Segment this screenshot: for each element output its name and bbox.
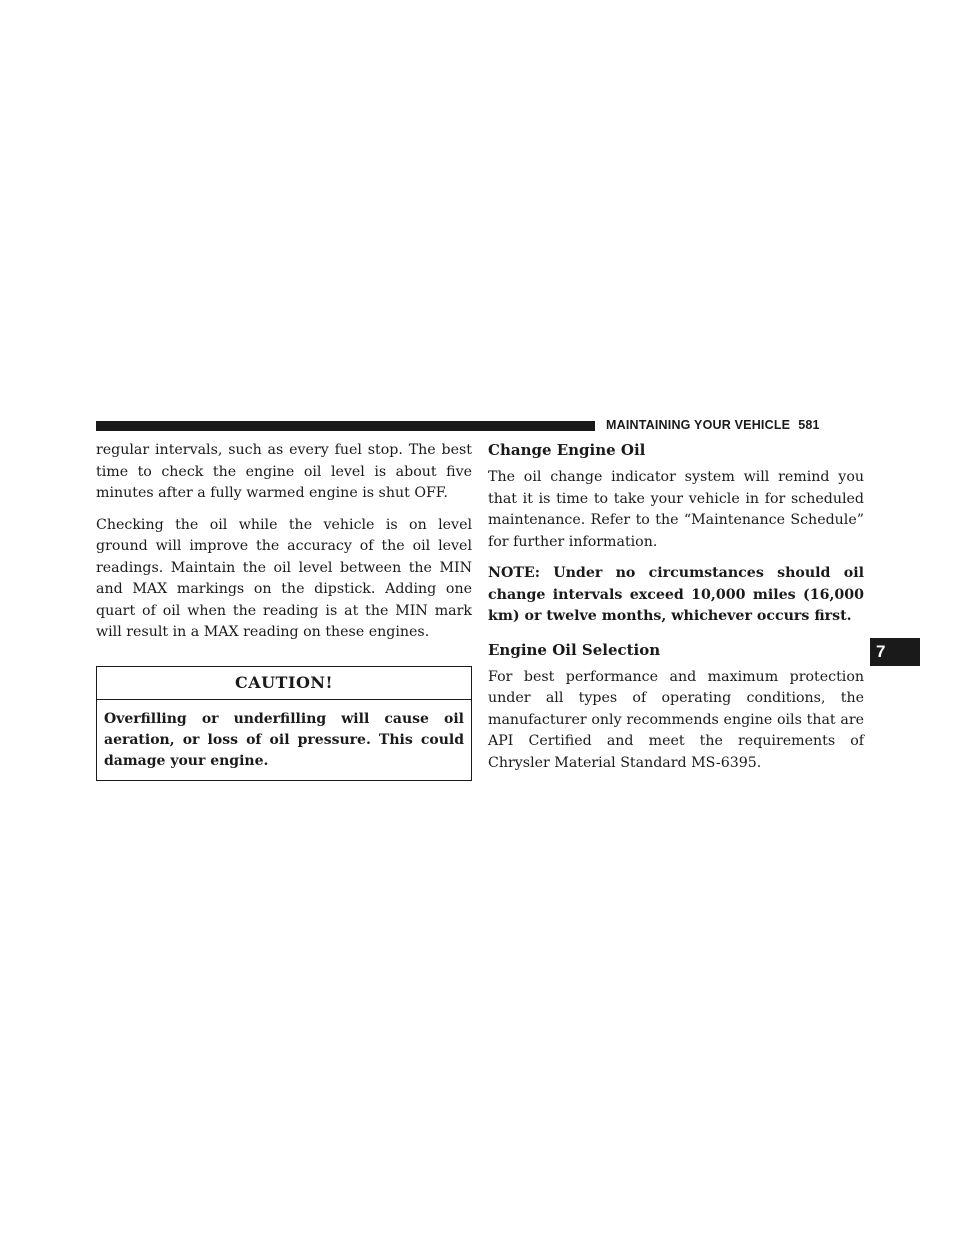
right-column: [488, 440, 864, 784]
chapter-tab: 7: [870, 638, 920, 666]
page-number: 581: [798, 418, 820, 432]
note-oil-change-interval: NOTE: Under no circumstances should oil change intervals exceed 10,000 miles (16,000 km) or twelve months, whichever occurs first.: [488, 565, 864, 624]
caution-box: [96, 666, 472, 782]
section-title: MAINTAINING YOUR VEHICLE: [606, 418, 791, 432]
caution-title: CAUTION!: [97, 667, 471, 701]
header-rule: [96, 421, 595, 431]
running-header: [606, 418, 820, 432]
paragraph-oil-level-reading: Checking the oil while the vehicle is on level ground will improve the accuracy of the oil level readings. Maintain the oil level between the MIN and MAX markings on the dipstick. Adding one quart of oil when the reading is at the MIN mark will result in a MAX reading on these engines.: [96, 516, 472, 640]
caution-body: Overfilling or underfilling will cause oil aeration, or loss of oil pressure. This could damage your engine.: [104, 711, 464, 769]
paragraph-oil-check-timing: regular intervals, such as every fuel stop. The best time to check the engine oil level is about five minutes after a fully warmed engine is shut OFF.: [96, 442, 472, 501]
left-column: [96, 440, 472, 781]
paragraph-oil-selection: For best performance and maximum protection under all types of operating conditions, the manufacturer only recommends engine oils that are API Certified and meet the requirements of Chrysler Material Standard MS-6395.: [488, 668, 864, 771]
heading-engine-oil-selection: Engine Oil Selection: [488, 640, 661, 659]
heading-change-engine-oil: Change Engine Oil: [488, 441, 646, 459]
paragraph-oil-change-indicator: The oil change indicator system will remind you that it is time to take your vehicle in for scheduled maintenance. Refer to the “Maintenance Schedule” for further information.: [488, 469, 864, 550]
